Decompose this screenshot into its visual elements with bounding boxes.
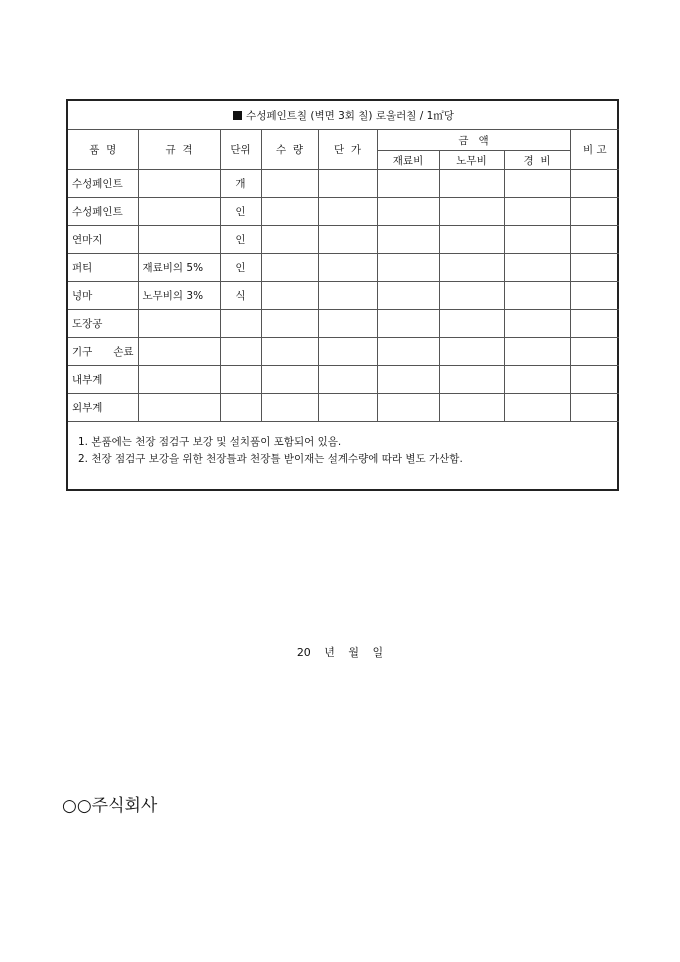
table-row (68, 198, 619, 226)
row-unit: 인 (220, 254, 261, 282)
row-qty (261, 394, 318, 422)
table-title (68, 101, 619, 130)
row-spec: 노무비의 3% (138, 282, 220, 310)
row-remark (570, 254, 619, 282)
row-spec (138, 338, 220, 366)
table-row (68, 310, 619, 338)
row-price (318, 338, 377, 366)
row-material (377, 198, 439, 226)
black-square-icon (233, 111, 242, 120)
table-title-text: 수성페인트칠 (벽면 3회 칠) 로울러칠 / 1㎡당 (246, 109, 454, 122)
row-unit (220, 338, 261, 366)
row-price (318, 394, 377, 422)
header-price: 단 가 (318, 130, 377, 170)
row-expense (504, 310, 570, 338)
row-expense (504, 282, 570, 310)
row-price (318, 170, 377, 198)
row-price (318, 282, 377, 310)
row-spec (138, 394, 220, 422)
row-remark (570, 338, 619, 366)
row-price (318, 198, 377, 226)
row-spec (138, 226, 220, 254)
row-price (318, 254, 377, 282)
row-unit: 개 (220, 170, 261, 198)
row-labor (439, 338, 504, 366)
row-qty (261, 282, 318, 310)
row-expense (504, 254, 570, 282)
row-material (377, 394, 439, 422)
row-labor (439, 282, 504, 310)
table-row (68, 366, 619, 394)
row-remark (570, 226, 619, 254)
row-spec (138, 170, 220, 198)
row-expense (504, 198, 570, 226)
row-material (377, 170, 439, 198)
row-price (318, 310, 377, 338)
row-unit: 식 (220, 282, 261, 310)
row-spec (138, 198, 220, 226)
row-spec (138, 310, 220, 338)
row-expense (504, 338, 570, 366)
header-qty: 수 량 (261, 130, 318, 170)
row-name: 퍼티 (68, 254, 138, 282)
row-qty (261, 338, 318, 366)
row-name: 연마지 (68, 226, 138, 254)
note-line: 1. 본품에는 천장 점검구 보강 및 설치품이 포함되어 있음. (78, 436, 342, 448)
row-expense (504, 394, 570, 422)
row-labor (439, 226, 504, 254)
row-name: 외부계 (68, 394, 138, 422)
row-remark (570, 394, 619, 422)
row-labor (439, 198, 504, 226)
row-material (377, 282, 439, 310)
notes-cell (68, 422, 619, 469)
row-qty (261, 366, 318, 394)
row-labor (439, 170, 504, 198)
header-amount: 금 액 (377, 130, 570, 151)
row-qty (261, 310, 318, 338)
row-material (377, 338, 439, 366)
row-name: 기구 손료 (68, 338, 138, 366)
row-remark (570, 282, 619, 310)
estimate-table (68, 101, 619, 468)
notes (68, 422, 619, 468)
row-qty (261, 226, 318, 254)
row-labor (439, 310, 504, 338)
row-labor (439, 394, 504, 422)
table-row (68, 394, 619, 422)
row-material (377, 310, 439, 338)
row-spec: 재료비의 5% (138, 254, 220, 282)
row-labor (439, 366, 504, 394)
row-unit: 인 (220, 226, 261, 254)
row-expense (504, 366, 570, 394)
header-spec: 규 격 (138, 130, 220, 170)
row-unit (220, 394, 261, 422)
table-body (68, 170, 619, 422)
header-expense: 경 비 (504, 151, 570, 170)
row-name: 넝마 (68, 282, 138, 310)
row-expense (504, 170, 570, 198)
row-name: 도장공 (68, 310, 138, 338)
row-remark (570, 366, 619, 394)
row-name: 수성페인트 (68, 170, 138, 198)
date-line: 20 년 월 일 (296, 646, 384, 659)
row-material (377, 254, 439, 282)
estimate-table-box (66, 99, 619, 491)
row-name: 내부계 (68, 366, 138, 394)
row-unit (220, 366, 261, 394)
header-item: 품 명 (68, 130, 138, 170)
row-remark (570, 170, 619, 198)
row-spec (138, 366, 220, 394)
table-row (68, 226, 619, 254)
header-unit: 단위 (220, 130, 261, 170)
note-line: 2. 천장 점검구 보강을 위한 천장틀과 천장틀 받이재는 설계수량에 따라 별도 가산함. (78, 453, 463, 465)
company-name: ○○주식회사 (62, 796, 158, 816)
row-qty (261, 170, 318, 198)
row-unit: 인 (220, 198, 261, 226)
table-row (68, 338, 619, 366)
row-price (318, 366, 377, 394)
table-row (68, 282, 619, 310)
header-material: 재료비 (377, 151, 439, 170)
row-remark (570, 310, 619, 338)
row-expense (504, 226, 570, 254)
row-qty (261, 254, 318, 282)
row-material (377, 226, 439, 254)
header-labor: 노무비 (439, 151, 504, 170)
table-row (68, 254, 619, 282)
row-name: 수성페인트 (68, 198, 138, 226)
row-material (377, 366, 439, 394)
table-row (68, 170, 619, 198)
header-remark: 비 고 (570, 130, 619, 170)
row-unit (220, 310, 261, 338)
row-price (318, 226, 377, 254)
row-qty (261, 198, 318, 226)
row-remark (570, 198, 619, 226)
row-labor (439, 254, 504, 282)
